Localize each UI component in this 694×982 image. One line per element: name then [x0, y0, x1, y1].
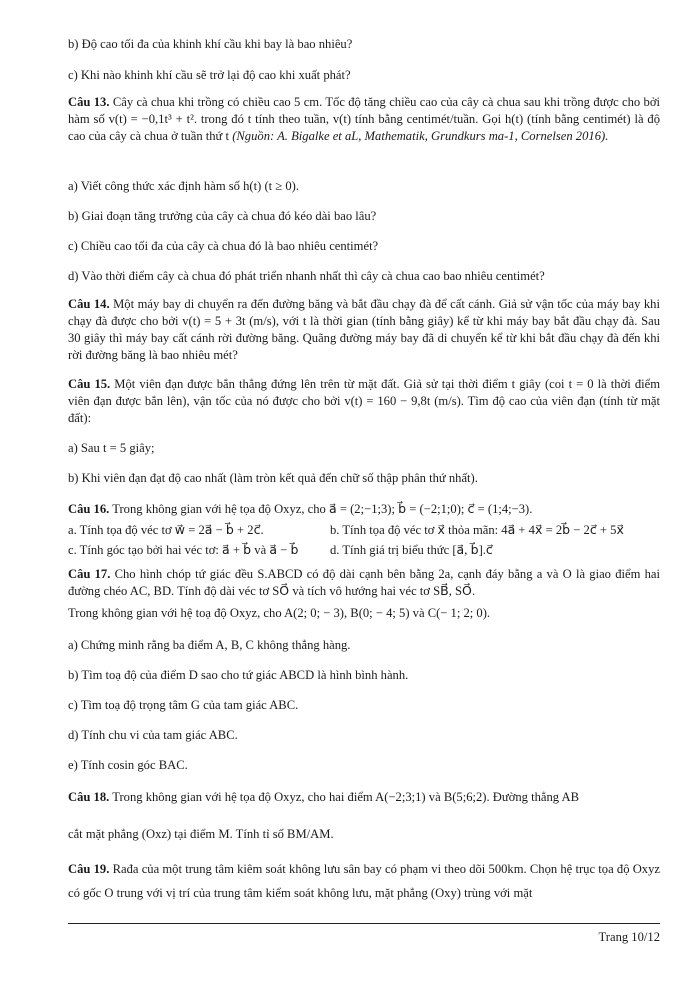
question-18	[68, 789, 660, 806]
q17-subintro: Trong không gian với hệ toạ độ Oxyz, cho A(2; 0; − 3), B(0; − 4; 5) và C(− 1; 2; 0).	[68, 606, 491, 620]
question-13-source: (Nguồn: A. Bigalke et aL, Mathematik, Grundkurs ma-1, Cornelsen 2016).	[232, 129, 609, 143]
footer-divider	[68, 923, 660, 924]
question-18-label: Câu 18.	[68, 790, 110, 804]
q13-part-a: a) Viết công thức xác định hàm số h(t) (t ≥ 0).	[68, 179, 299, 193]
q16-part-d: d. Tính giá trị biểu thức [a⃗, b⃗].c⃗	[330, 543, 493, 557]
question-17-text: Cho hình chóp tứ giác đều S.ABCD có độ dài cạnh bên bằng 2a, cạnh đáy bằng a và O là giao điểm hai đường chéo AC, BD. Tính độ dài véc tơ SO⃗ và tích vô hướng hai véc tơ SB⃗, SO⃗.	[68, 567, 660, 598]
question-16	[68, 501, 660, 518]
question-18-continued: cắt mặt phẳng (Oxz) tại điểm M. Tính tỉ số BM/AM.	[68, 827, 334, 841]
q12-part-c: c) Khi nào khinh khí cầu sẽ trở lại độ cao khi xuất phát?	[68, 68, 351, 82]
question-16-label: Câu 16.	[68, 502, 110, 516]
q15-part-b: b) Khi viên đạn đạt độ cao nhất (làm tròn kết quả đến chữ số thập phân thứ nhất).	[68, 471, 478, 485]
question-19-text: Rađa của một trung tâm kiêm soát không lưu sân bay có phạm vi theo dõi 500km. Chọn hệ trục tọa độ Oxyz có gốc O trung với vị trí của trung tâm kiểm soát không lưu, mặt phẳng (Oxy) trùng với mặt	[68, 862, 660, 900]
question-13	[68, 94, 660, 145]
page-number: Trang 10/12	[598, 930, 660, 944]
q13-part-c: c) Chiều cao tối đa của cây cà chua đó là bao nhiêu centimét?	[68, 239, 379, 253]
q17-part-b: b) Tìm toạ độ của điểm D sao cho tứ giác ABCD là hình bình hành.	[68, 668, 409, 682]
question-15-label: Câu 15.	[68, 377, 111, 391]
q13-part-b: b) Giai đoạn tăng trưởng của cây cà chua đó kéo dài bao lâu?	[68, 209, 377, 223]
question-13-text: Cây cà chua khi trồng có chiều cao 5 cm. Tốc độ tăng chiều cao của cây cà chua sau khi trồng được cho bởi hàm số v(t) = −0,1t³ + t². trong đó t tính theo tuần, v(t) tính bằng centimét/tuần. Gọi h(t) (tính bằng centimét) là độ cao của cây cà chua ở tuần thứ t	[68, 95, 660, 143]
q12-part-b: b) Độ cao tối đa của khinh khí cầu khi bay là bao nhiêu?	[68, 37, 353, 51]
question-17-label: Câu 17.	[68, 567, 111, 581]
q15-part-a: a) Sau t = 5 giây;	[68, 441, 155, 455]
q16-row-1	[68, 522, 660, 539]
question-15-text: Một viên đạn được bắn thẳng đứng lên trên từ mặt đất. Giả sử tại thời điểm t giây (coi t = 0 là thời điểm viên đạn được bắn lên), vận tốc của nó được cho bởi v(t) = 160 − 9,8t (m/s). Tìm độ cao của viên đạn (tính từ mặt đất):	[68, 377, 660, 425]
question-14-label: Câu 14.	[68, 297, 110, 311]
q17-part-c: c) Tìm toạ độ trọng tâm G của tam giác ABC.	[68, 698, 299, 712]
question-14	[68, 296, 660, 364]
question-19	[68, 858, 660, 906]
q17-part-a: a) Chứng minh rằng ba điểm A, B, C không thẳng hàng.	[68, 638, 351, 652]
q17-part-d: d) Tính chu vi của tam giác ABC.	[68, 728, 238, 742]
question-14-text: Một máy bay di chuyển ra đến đường băng và bắt đầu chạy đà để cất cánh. Giả sử vận tốc của máy bay khi chạy đà được cho bởi v(t) = 5 + 3t (m/s), với t là thời gian (tính bằng giây) kể từ khi máy bay bắt đầu chạy đà. Sau 30 giây thì máy bay cất cánh rời đường băng. Quãng đường máy bay đã di chuyển kể từ khi bắt đầu chạy đà đến khi rời đường băng là bao nhiêu mét?	[68, 297, 660, 362]
q16-part-a: a. Tính tọa độ véc tơ w⃗ = 2a⃗ − b⃗ + 2c⃗.	[68, 523, 264, 537]
question-19-label: Câu 19.	[68, 862, 110, 876]
question-13-label: Câu 13.	[68, 95, 110, 109]
question-17	[68, 566, 660, 600]
q13-part-d: d) Vào thời điểm cây cà chua đó phát triển nhanh nhất thì cây cà chua cao bao nhiêu centimét?	[68, 269, 545, 283]
q16-row-2	[68, 542, 660, 559]
question-15	[68, 376, 660, 427]
question-16-text: Trong không gian với hệ tọa độ Oxyz, cho a⃗ = (2;−1;3); b⃗ = (−2;1;0); c⃗ = (1;4;−3).	[112, 502, 533, 516]
q17-part-e: e) Tính cosin góc BAC.	[68, 758, 188, 772]
q16-part-c: c. Tính góc tạo bởi hai véc tơ: a⃗ + b⃗ và a⃗ − b⃗	[68, 543, 299, 557]
document-page	[68, 0, 660, 982]
question-18-text: Trong không gian với hệ tọa độ Oxyz, cho hai điểm A(−2;3;1) và B(5;6;2). Đường thẳng AB	[112, 790, 580, 804]
q16-part-b: b. Tính tọa độ véc tơ x⃗ thỏa mãn: 4a⃗ + 4x⃗ = 2b⃗ − 2c⃗ + 5x⃗	[330, 523, 624, 537]
